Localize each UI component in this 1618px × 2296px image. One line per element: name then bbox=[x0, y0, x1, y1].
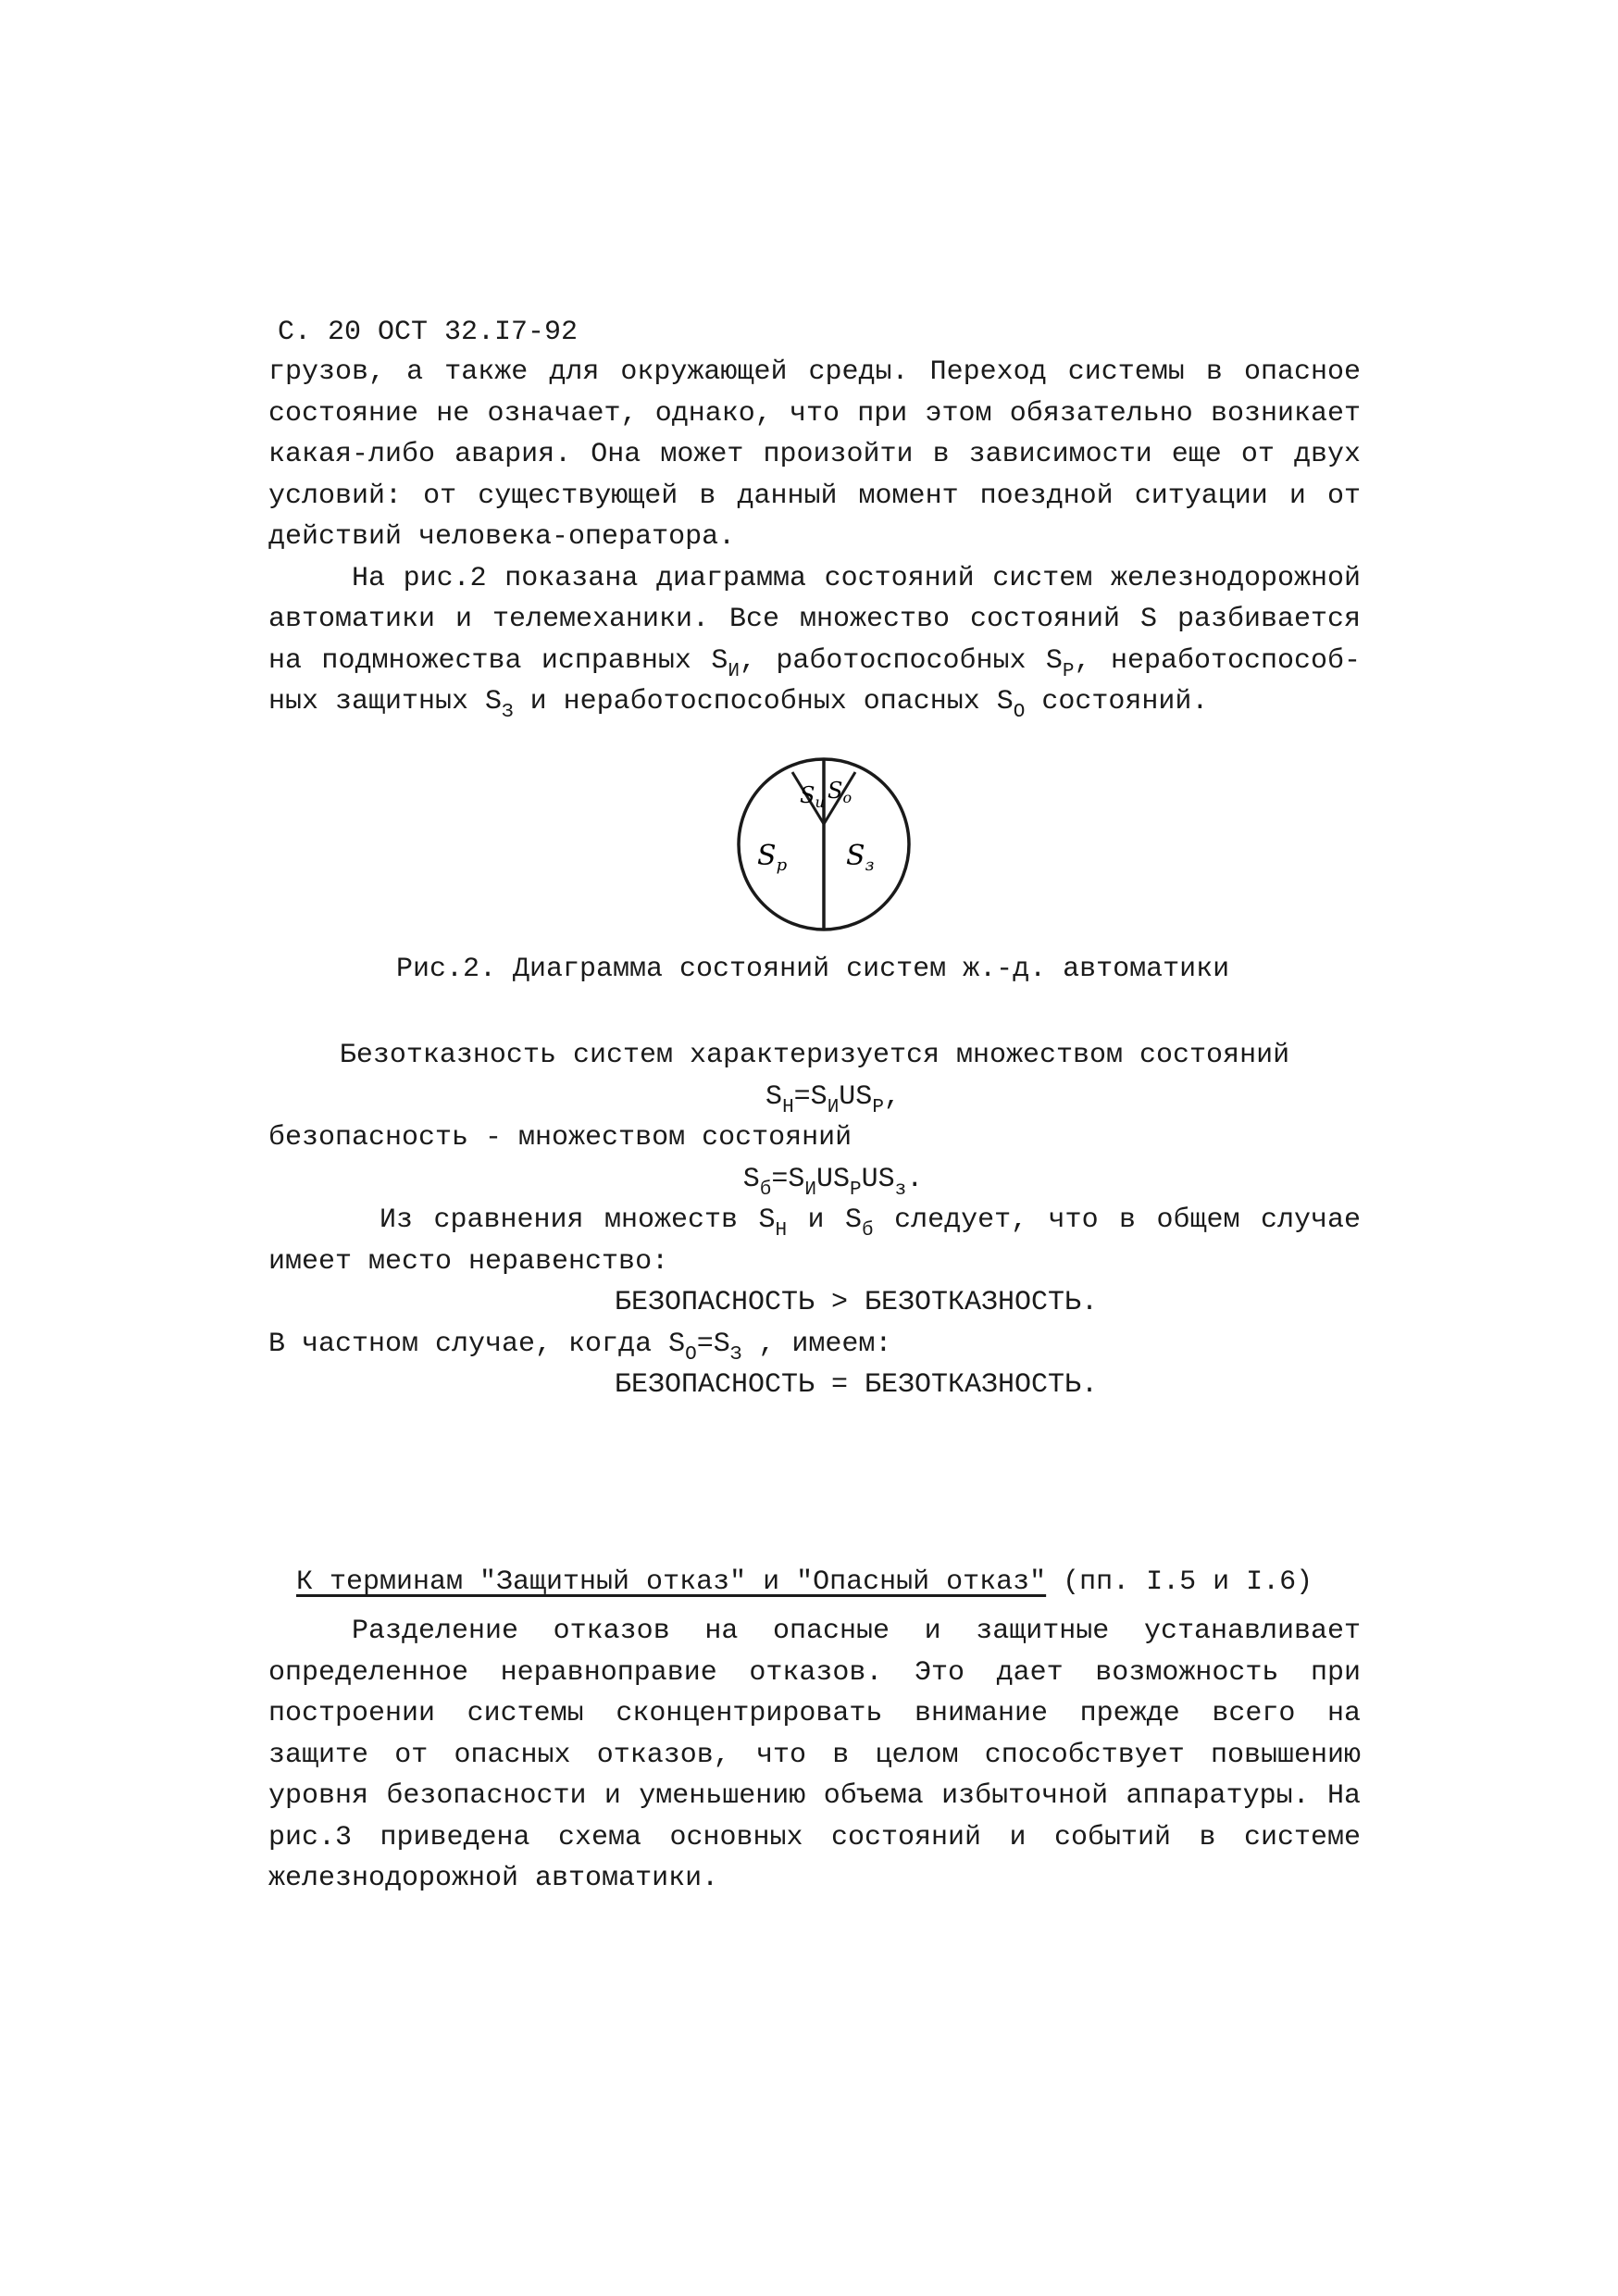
section-heading-ref: (пп. I.5 и I.6) bbox=[1046, 1566, 1313, 1598]
subscript-p: Р bbox=[1062, 660, 1075, 682]
label-s-o: $S_о$ bbox=[828, 778, 853, 806]
para2-text-5: состояний. bbox=[1025, 686, 1209, 718]
page-header: С. 20 ОСТ 32.I7-92 bbox=[278, 317, 579, 348]
state-diagram bbox=[731, 752, 916, 937]
formula-block bbox=[268, 1035, 1361, 1406]
section-heading-title: К терминам "Защитный отказ" и "Опасный отказ" bbox=[296, 1566, 1047, 1598]
formula-safety: $S_б=S_ИUS_РUS_з$. bbox=[742, 1163, 924, 1201]
special-case-line: В частном случае, когда $S_О=S_З$ , имеем: bbox=[268, 1328, 892, 1366]
equality-line: БЕЗОПАСНОСТЬ = БЕЗОТКАЗНОСТЬ. bbox=[614, 1369, 1099, 1401]
diagram-description-paragraph bbox=[268, 558, 1361, 723]
safety-line: безопасность - множеством состояний bbox=[268, 1122, 853, 1154]
subscript-o: О bbox=[1013, 702, 1026, 723]
text-block-top bbox=[268, 352, 1361, 723]
subscript-i: И bbox=[728, 660, 740, 682]
label-s-p: $S_р$ bbox=[757, 840, 788, 875]
formula-intro-line: Безотказность систем характеризуется множеством состояний bbox=[339, 1040, 1290, 1071]
para2-text-1: На рис.2 показана диаграмма состояний систем железнодорожной автоматики и телемеханики. Все множество состояний S разбивается на подмножества исправных S bbox=[268, 562, 1361, 677]
formula-reliability: $S_Н=S_ИUS_Р$, bbox=[765, 1080, 901, 1118]
label-s-i: $S_и$ bbox=[800, 782, 825, 811]
subscript-z: З bbox=[502, 702, 514, 723]
para2-text-2: , работоспособных S bbox=[739, 644, 1063, 677]
text-block-bottom bbox=[268, 1611, 1361, 1900]
figure-caption: Рис.2. Диаграмма состояний систем ж.-д. автоматики bbox=[396, 954, 1230, 985]
comparison-paragraph: Из сравнения множеств $S_Н$ и $S_б$ следует, что в общем случае имеет место неравенство: bbox=[268, 1204, 1361, 1278]
inequality-line: БЕЗОПАСНОСТЬ > БЕЗОТКАЗНОСТЬ. bbox=[614, 1287, 1099, 1318]
label-s-z: $S_з$ bbox=[846, 840, 875, 875]
section-paragraph: Разделение отказов на опасные и защитные устанавливает определенное неравноправие отказов. Это дает возможность при построении системы сконцентрировать внимание прежде всего на защите от опасных отказов, что в целом способствует повышению уровня безопасности и уменьшению объема избыточной аппаратуры. На рис.3 приведена схема основных состояний и событий в системе железнодорожной автоматики. bbox=[268, 1616, 1361, 1894]
para2-text-4: и неработоспособных опасных S bbox=[513, 686, 1014, 718]
intro-paragraph: грузов, а также для окружающей среды. Переход системы в опасное состояние не означает, однако, что при этом обязательно возникает какая-либо авария. Она может произойти в зависимости еще от двух условий: от существующей в данный момент поездной ситуации и от действий человека-оператора. bbox=[268, 356, 1361, 553]
section-heading bbox=[296, 1566, 1313, 1598]
para2-text-3: , неработоспособных защитных S bbox=[268, 644, 1362, 718]
